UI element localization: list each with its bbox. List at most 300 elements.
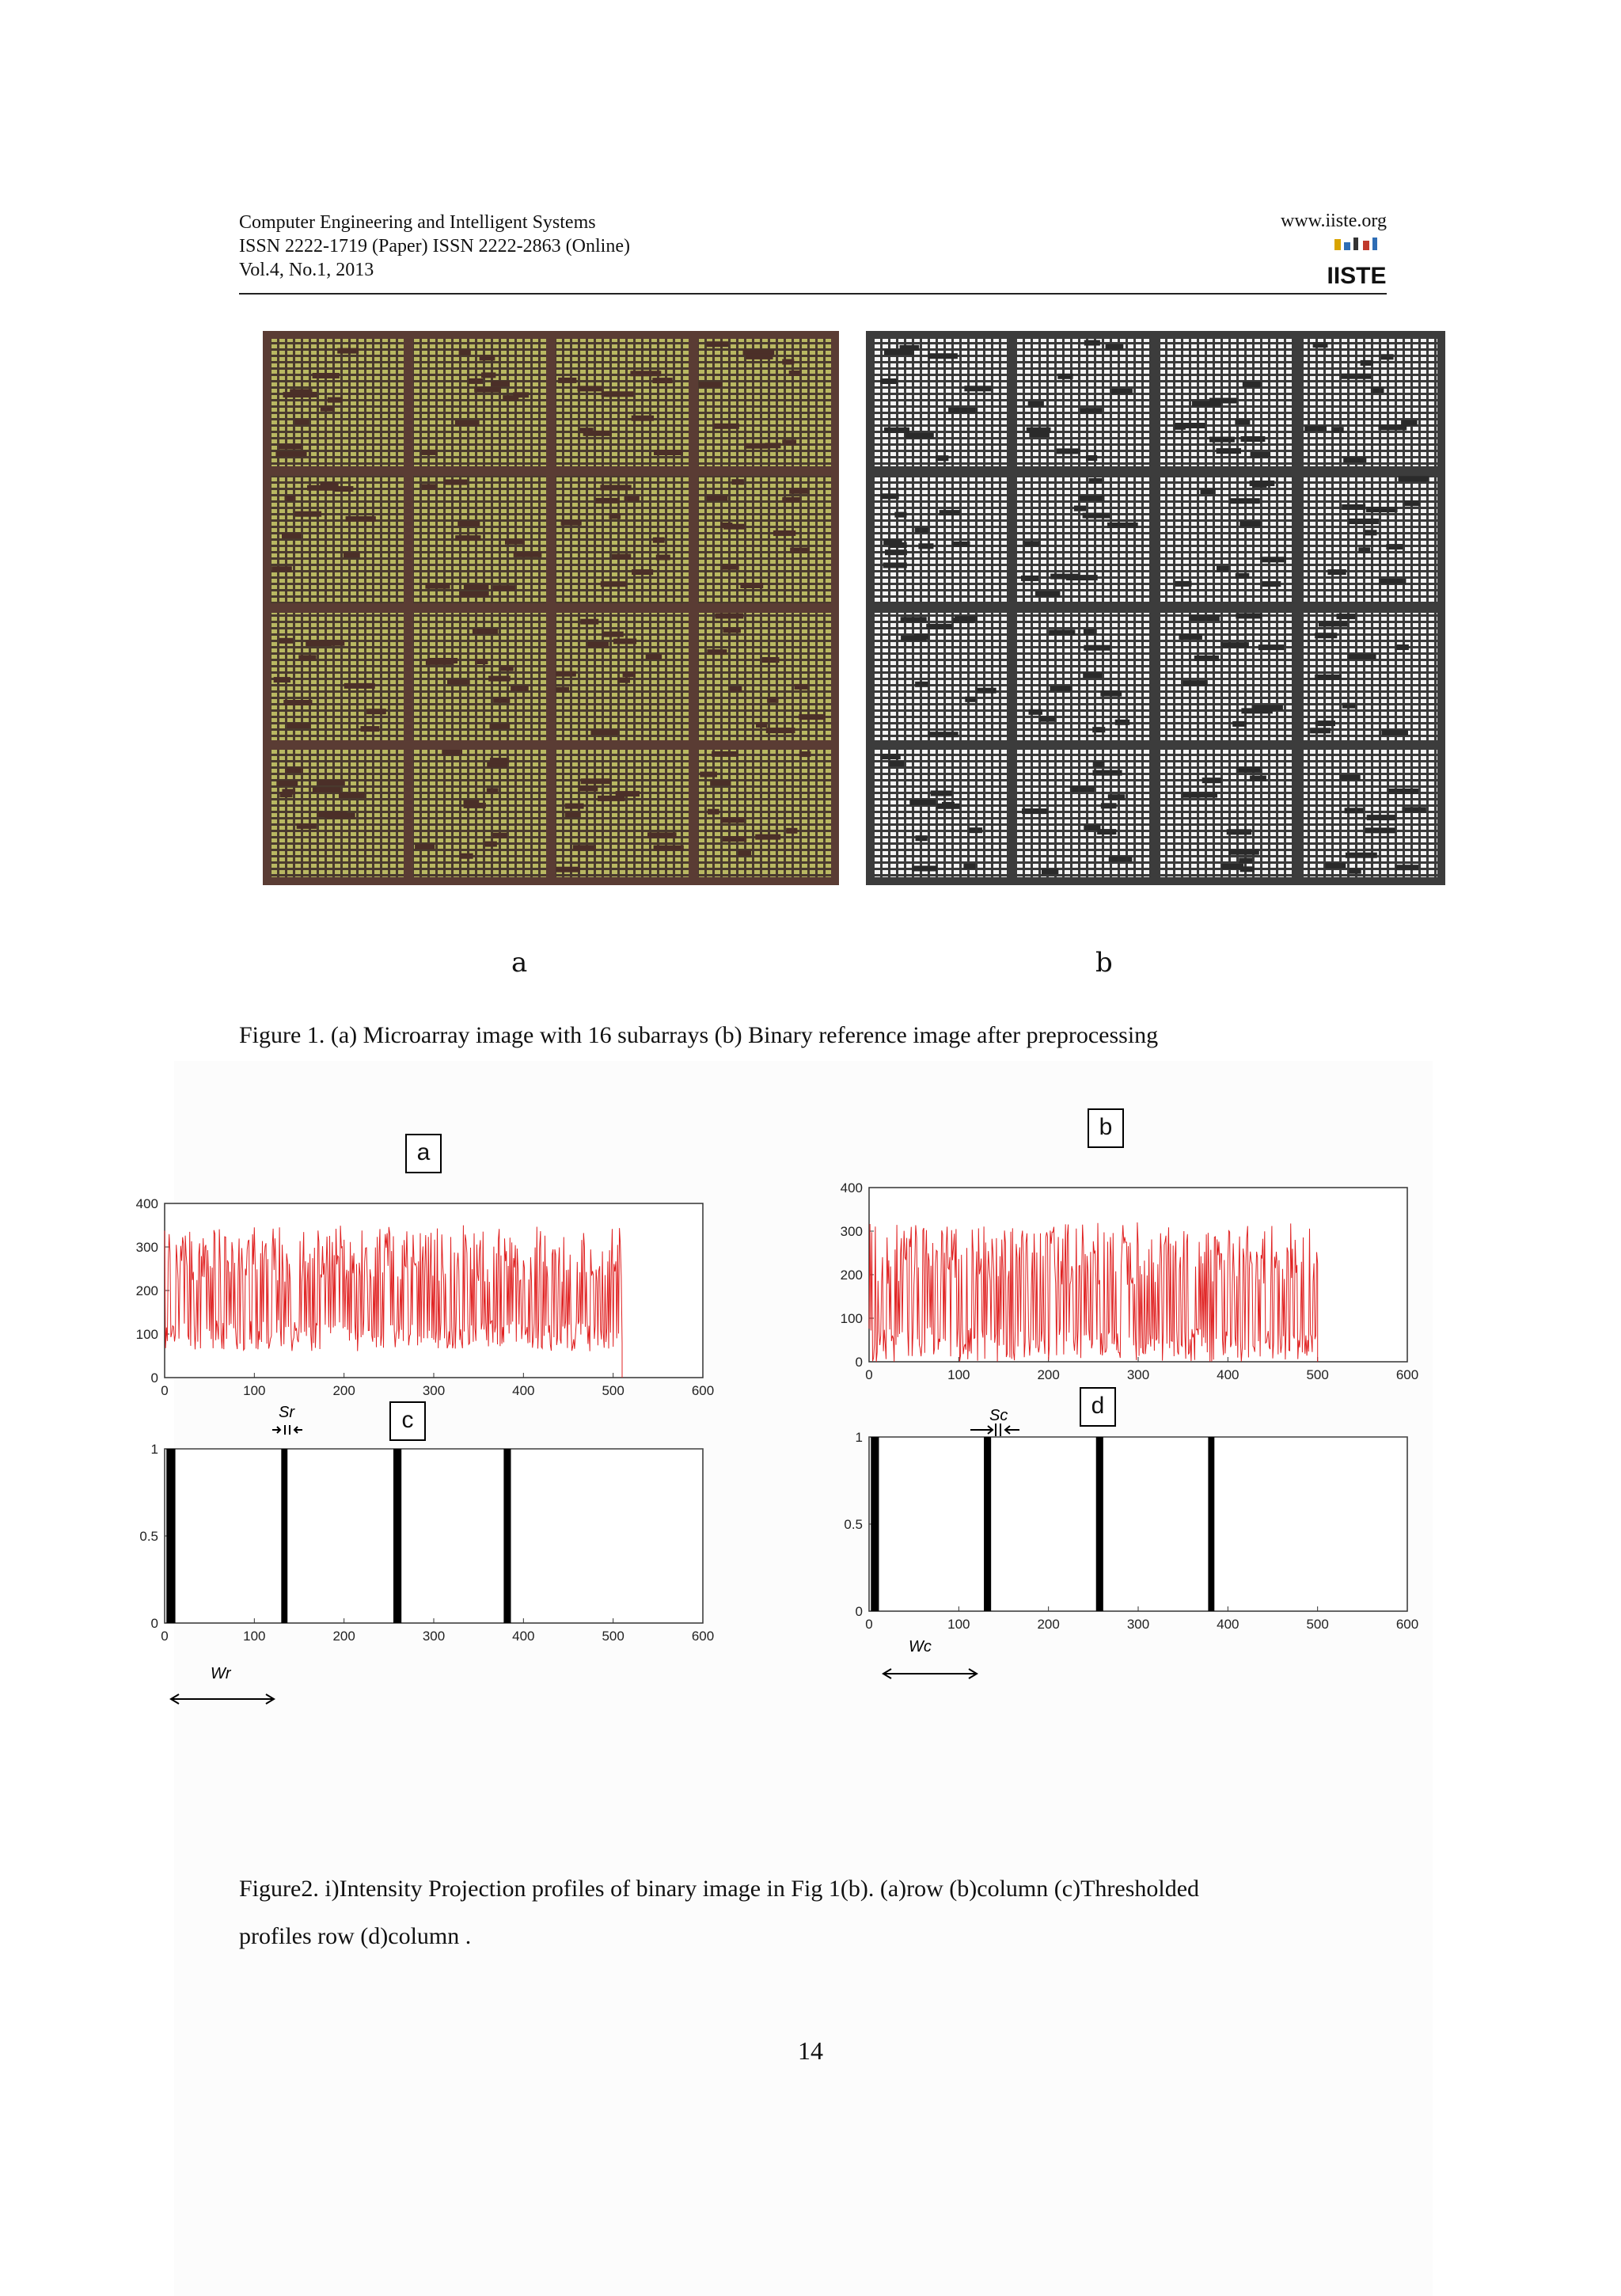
missing-spot-block [1086, 455, 1097, 461]
missing-spot-block [460, 853, 473, 859]
thresholded-column-ytick-label: 1 [855, 1430, 863, 1445]
missing-spot-block [602, 632, 624, 637]
missing-spot-block [883, 563, 907, 568]
missing-spot-block [1092, 727, 1105, 732]
missing-spot-block [556, 867, 580, 872]
missing-spot-block [881, 493, 899, 499]
thresholded-column-bar [1096, 1437, 1103, 1611]
thresholded-column-plot-frame [869, 1437, 1407, 1611]
missing-spot-block [1342, 504, 1365, 510]
missing-spot-block [474, 387, 501, 393]
missing-spot-block [1084, 629, 1097, 635]
missing-spot-block [782, 497, 800, 503]
missing-spot-block [1084, 645, 1110, 651]
missing-spot-block [632, 569, 653, 575]
missing-spot-block [773, 530, 795, 536]
missing-spot-block [1179, 634, 1202, 640]
missing-spot-block [1107, 523, 1138, 528]
thresholded-column-bar [984, 1437, 991, 1611]
missing-spot-block [493, 585, 515, 591]
column-projection-xtick-label: 500 [1306, 1367, 1329, 1382]
symbol-wc: Wc [909, 1638, 932, 1655]
row-projection-ytick-label: 300 [135, 1240, 158, 1255]
missing-spot-block [618, 678, 630, 683]
missing-spot-block [558, 378, 576, 383]
missing-spot-block [613, 639, 636, 644]
missing-spot-block [344, 553, 360, 558]
missing-spot-block [1194, 656, 1219, 661]
missing-spot-block [1236, 573, 1250, 579]
missing-spot-block [765, 443, 781, 448]
missing-spot-block [1381, 730, 1408, 736]
missing-spot-block [1319, 622, 1348, 627]
thresholded-row-xtick-label: 300 [422, 1629, 446, 1644]
missing-spot-block [318, 780, 345, 785]
missing-spot-block [1261, 557, 1287, 562]
row-projection-xtick-label: 100 [243, 1383, 266, 1398]
missing-spot-block [723, 836, 747, 842]
missing-spot-block [480, 355, 495, 361]
missing-spot-block [1080, 496, 1105, 501]
missing-spot-block [710, 780, 731, 785]
missing-spot-block [1236, 767, 1262, 773]
missing-spot-block [699, 382, 722, 387]
missing-spot-block [475, 659, 488, 664]
column-projection-ytick-label: 300 [840, 1224, 863, 1239]
missing-spot-block [730, 686, 742, 692]
symbol-wr: Wr [211, 1665, 231, 1682]
subarray [556, 339, 689, 466]
missing-spot-block [561, 520, 582, 526]
missing-spot-block [1365, 530, 1377, 535]
missing-spot-block [1070, 786, 1095, 792]
missing-spot-block [337, 348, 359, 354]
missing-spot-block [1315, 633, 1337, 638]
missing-spot-block [1381, 354, 1394, 359]
missing-spot-block [464, 584, 489, 590]
missing-spot-block [885, 549, 907, 555]
missing-spot-block [346, 516, 376, 522]
column-projection-ytick-label: 400 [840, 1180, 863, 1196]
subarray [1304, 750, 1437, 877]
missing-spot-block [1366, 507, 1398, 512]
subarray [698, 613, 831, 740]
missing-spot-block [795, 684, 809, 690]
binary-reference-image [866, 331, 1445, 885]
thresholded-row-xtick-label: 100 [243, 1629, 266, 1644]
journal-title: Computer Engineering and Intelligent Systems [239, 212, 596, 233]
missing-spot-block [484, 842, 497, 847]
missing-spot-block [952, 542, 970, 547]
missing-spot-block [1404, 500, 1420, 506]
missing-spot-block [282, 789, 295, 795]
missing-spot-block [756, 722, 768, 728]
subarray [1017, 476, 1151, 603]
row-projection-ytick-label: 400 [135, 1196, 158, 1211]
missing-spot-block [415, 844, 435, 850]
missing-spot-block [723, 627, 741, 633]
missing-spot-block [1315, 675, 1342, 680]
missing-spot-block [298, 655, 316, 660]
column-projection-ytick-label: 0 [855, 1355, 863, 1370]
missing-spot-block [755, 834, 780, 840]
missing-spot-block [290, 389, 312, 394]
missing-spot-block [901, 636, 926, 641]
missing-spot-block [884, 350, 914, 355]
missing-spot-block [740, 583, 763, 588]
thresholded-row-bar [166, 1449, 175, 1623]
missing-spot-block [786, 828, 797, 834]
subarray [413, 750, 546, 877]
page-number: 14 [798, 2036, 823, 2065]
missing-spot-block [1101, 803, 1117, 808]
missing-spot-block [511, 686, 529, 691]
missing-spot-block [630, 371, 661, 376]
missing-spot-block [1340, 775, 1361, 781]
missing-spot-block [1327, 569, 1346, 575]
sc-annotation [969, 1403, 1048, 1450]
missing-spot-block [889, 761, 904, 766]
missing-spot-block [457, 521, 480, 526]
missing-spot-block [1209, 437, 1235, 443]
missing-spot-block [339, 793, 365, 798]
missing-spot-block [1251, 452, 1271, 458]
missing-spot-block [1057, 448, 1080, 454]
missing-spot-block [283, 700, 312, 705]
missing-spot-block [1080, 408, 1102, 413]
missing-spot-block [455, 535, 480, 541]
missing-spot-block [912, 866, 937, 872]
missing-spot-block [789, 488, 809, 494]
missing-spot-block [1240, 866, 1255, 872]
symbol-sr: Sr [279, 1404, 294, 1421]
missing-spot-block [442, 750, 462, 755]
missing-spot-block [744, 443, 767, 449]
website-link[interactable]: www.iiste.org [1281, 211, 1387, 231]
missing-spot-block [1106, 344, 1124, 350]
missing-spot-block [926, 624, 952, 629]
missing-spot-block [1201, 488, 1216, 494]
missing-spot-block [790, 548, 809, 553]
missing-spot-block [421, 450, 437, 455]
missing-spot-block [493, 698, 510, 703]
figure2-box-a: a [405, 1134, 442, 1173]
missing-spot-block [307, 485, 336, 491]
missing-spot-block [344, 683, 375, 689]
column-projection-xtick-label: 300 [1126, 1367, 1150, 1382]
thresholded-column-bar [1208, 1437, 1214, 1611]
missing-spot-block [1083, 672, 1102, 678]
missing-spot-block [1050, 686, 1072, 691]
missing-spot-block [601, 581, 627, 587]
missing-spot-block [1217, 566, 1228, 572]
missing-spot-block [565, 804, 584, 809]
missing-spot-block [1111, 389, 1133, 394]
missing-spot-block [1108, 794, 1125, 800]
missing-spot-block [1100, 691, 1122, 697]
missing-spot-block [282, 533, 302, 538]
missing-spot-block [501, 666, 514, 671]
missing-spot-block [447, 679, 470, 685]
missing-spot-block [1089, 478, 1103, 484]
missing-spot-block [580, 619, 598, 625]
missing-spot-block [587, 642, 609, 648]
missing-spot-block [505, 539, 525, 545]
figure2-caption-line1: Figure2. i)Intensity Projection profiles of binary image in Fig 1(b). (a)row (b)column (c)Thresholded [239, 1876, 1200, 1902]
missing-spot-block [722, 564, 739, 570]
subarray [271, 613, 404, 740]
missing-spot-block [279, 444, 302, 450]
missing-spot-block [782, 359, 794, 365]
thresholded-row-bar [503, 1449, 511, 1623]
missing-spot-block [297, 823, 317, 829]
figure2-box-b: b [1088, 1108, 1124, 1148]
column-projection-ytick-label: 200 [840, 1268, 863, 1283]
missing-spot-block [464, 803, 486, 808]
symbol-sc: Sc [989, 1407, 1008, 1424]
missing-spot-block [1346, 853, 1377, 858]
missing-spot-block [884, 428, 909, 433]
thresholded-column-xtick-label: 200 [1037, 1617, 1060, 1632]
column-projection-chart [823, 1172, 1448, 1409]
subarray [1160, 750, 1294, 877]
missing-spot-block [646, 654, 662, 660]
missing-spot-block [313, 787, 340, 793]
missing-spot-block [1236, 613, 1262, 618]
missing-spot-block [656, 555, 670, 561]
missing-spot-block [1029, 431, 1050, 437]
missing-spot-block [1189, 615, 1220, 621]
thresholded-row-ytick-label: 1 [150, 1442, 158, 1457]
missing-spot-block [970, 827, 983, 833]
thresholded-column-ytick-label: 0.5 [844, 1517, 863, 1532]
missing-spot-block [285, 767, 303, 773]
thresholded-column-bar [871, 1437, 879, 1611]
figure1-caption: Figure 1. (a) Microarray image with 16 subarrays (b) Binary reference image after preprocessing [239, 1022, 1159, 1048]
missing-spot-block [766, 728, 795, 733]
row-projection-ytick-label: 200 [135, 1283, 158, 1298]
missing-spot-block [1361, 360, 1373, 366]
microarray-color-image [263, 331, 839, 885]
missing-spot-block [1258, 644, 1285, 650]
missing-spot-block [1083, 513, 1110, 519]
missing-spot-block [963, 864, 975, 869]
header-rule [239, 293, 1387, 295]
missing-spot-block [1202, 777, 1222, 783]
missing-spot-block [573, 845, 596, 850]
missing-spot-block [600, 485, 631, 490]
missing-spot-block [647, 832, 677, 838]
missing-spot-block [1074, 506, 1086, 511]
missing-spot-block [762, 657, 780, 663]
missing-spot-block [455, 420, 480, 426]
missing-spot-block [1402, 807, 1426, 812]
missing-spot-block [313, 373, 340, 378]
subarray [271, 476, 404, 603]
missing-spot-block [1342, 703, 1356, 709]
row-projection-ytick-label: 0 [150, 1370, 158, 1386]
column-projection-xtick-label: 400 [1217, 1367, 1239, 1382]
missing-spot-block [721, 817, 745, 823]
thresholded-row-xtick-label: 500 [602, 1629, 624, 1644]
missing-spot-block [460, 591, 489, 597]
missing-spot-block [937, 804, 960, 809]
missing-spot-block [1193, 793, 1217, 798]
missing-spot-block [721, 523, 733, 528]
missing-spot-block [632, 416, 654, 421]
missing-spot-block [1028, 401, 1044, 407]
figure1-label-b: b [1095, 947, 1113, 979]
missing-spot-block [1022, 808, 1048, 814]
missing-spot-block [609, 514, 621, 519]
missing-spot-block [285, 496, 296, 501]
missing-spot-block [1348, 654, 1376, 660]
missing-spot-block [1235, 419, 1250, 424]
thresholded-column-xtick-label: 0 [865, 1617, 873, 1632]
missing-spot-block [1029, 709, 1043, 715]
missing-spot-block [1221, 642, 1249, 648]
row-projection-xtick-label: 0 [161, 1383, 169, 1398]
missing-spot-block [1228, 850, 1259, 855]
missing-spot-block [1243, 382, 1261, 387]
missing-spot-block [940, 510, 961, 515]
thresholded-row-chart [119, 1433, 744, 1671]
thresholded-column-chart [823, 1421, 1448, 1659]
missing-spot-block [767, 698, 778, 703]
missing-spot-block [579, 786, 598, 792]
missing-spot-block [707, 341, 729, 347]
thresholded-row-xtick-label: 0 [161, 1629, 169, 1644]
missing-spot-block [1399, 476, 1429, 481]
missing-spot-block [1345, 808, 1364, 813]
missing-spot-block [1350, 869, 1361, 874]
column-projection-xtick-label: 0 [865, 1367, 873, 1382]
missing-spot-block [422, 484, 437, 489]
missing-spot-block [514, 552, 542, 557]
missing-spot-block [731, 479, 744, 485]
missing-spot-block [473, 629, 498, 634]
missing-spot-block [490, 758, 509, 763]
thresholded-column-xtick-label: 400 [1217, 1617, 1239, 1632]
missing-spot-block [1232, 721, 1247, 727]
missing-spot-block [459, 350, 471, 355]
missing-spot-block [1343, 457, 1366, 462]
missing-spot-block [1241, 436, 1266, 442]
missing-spot-block [1386, 544, 1403, 549]
missing-spot-block [1227, 829, 1252, 834]
missing-spot-block [279, 638, 294, 644]
missing-spot-block [918, 543, 933, 549]
subarray [1160, 613, 1294, 740]
volume-line: Vol.4, No.1, 2013 [239, 260, 374, 280]
missing-spot-block [616, 791, 640, 796]
missing-spot-block [1175, 424, 1186, 430]
missing-spot-block [1315, 720, 1335, 726]
missing-spot-block [581, 778, 612, 784]
column-projection-xtick-label: 600 [1395, 1367, 1419, 1382]
missing-spot-block [425, 584, 450, 589]
missing-spot-block [1241, 708, 1273, 713]
wc-annotation [871, 1634, 997, 1682]
thresholded-column-ytick-label: 0 [855, 1604, 863, 1619]
thresholded-row-xtick-label: 600 [691, 1629, 715, 1644]
row-projection-ytick-label: 100 [135, 1327, 158, 1342]
missing-spot-block [1337, 614, 1356, 619]
subarray [1304, 339, 1437, 466]
missing-spot-block [1304, 426, 1327, 431]
missing-spot-block [976, 688, 997, 694]
missing-spot-block [275, 451, 306, 457]
missing-spot-block [1325, 863, 1346, 869]
missing-spot-block [556, 687, 570, 693]
missing-spot-block [1183, 680, 1207, 686]
subarray [1304, 476, 1437, 603]
missing-spot-block [328, 397, 343, 403]
missing-spot-block [1057, 374, 1072, 379]
thresholded-column-xtick-label: 300 [1126, 1617, 1150, 1632]
thresholded-row-bar [393, 1449, 401, 1623]
thresholded-column-xtick-label: 600 [1395, 1617, 1419, 1632]
missing-spot-block [276, 781, 298, 786]
missing-spot-block [1209, 398, 1237, 404]
missing-spot-block [1358, 547, 1370, 553]
missing-spot-block [492, 833, 507, 838]
missing-spot-block [503, 395, 518, 401]
missing-spot-block [1401, 420, 1418, 426]
missing-spot-block [1310, 728, 1331, 733]
subarray [874, 750, 1008, 877]
missing-spot-block [789, 371, 801, 376]
missing-spot-block [556, 671, 576, 677]
missing-spot-block [707, 649, 727, 655]
thresholded-column-xtick-label: 100 [947, 1617, 970, 1632]
missing-spot-block [366, 709, 386, 714]
missing-spot-block [915, 527, 929, 533]
missing-spot-block [578, 386, 603, 391]
missing-spot-block [294, 420, 309, 425]
missing-spot-block [271, 566, 292, 572]
missing-spot-block [1367, 815, 1396, 820]
missing-spot-block [928, 353, 958, 359]
missing-spot-block [595, 498, 620, 504]
row-projection-xtick-label: 200 [332, 1383, 355, 1398]
missing-spot-block [1341, 374, 1371, 379]
missing-spot-block [1250, 776, 1266, 781]
missing-spot-block [1084, 340, 1100, 346]
missing-spot-block [1035, 591, 1061, 597]
missing-spot-block [487, 788, 499, 793]
missing-spot-block [965, 697, 976, 702]
missing-spot-block [652, 378, 672, 383]
missing-spot-block [1396, 644, 1409, 650]
missing-spot-block [1239, 521, 1261, 526]
thresholded-row-ytick-label: 0 [150, 1616, 158, 1631]
missing-spot-block [583, 431, 612, 436]
thresholded-row-xtick-label: 400 [512, 1629, 535, 1644]
missing-spot-block [880, 378, 898, 384]
missing-spot-block [1371, 387, 1384, 393]
missing-spot-block [964, 386, 991, 391]
sr-annotation [261, 1400, 325, 1447]
missing-spot-block [565, 812, 581, 818]
missing-spot-block [700, 772, 717, 777]
missing-spot-block [624, 496, 640, 502]
missing-spot-block [444, 480, 468, 485]
missing-spot-block [948, 408, 978, 413]
missing-spot-block [654, 450, 682, 455]
thresholded-row-xtick-label: 200 [332, 1629, 355, 1644]
missing-spot-block [1042, 869, 1058, 874]
